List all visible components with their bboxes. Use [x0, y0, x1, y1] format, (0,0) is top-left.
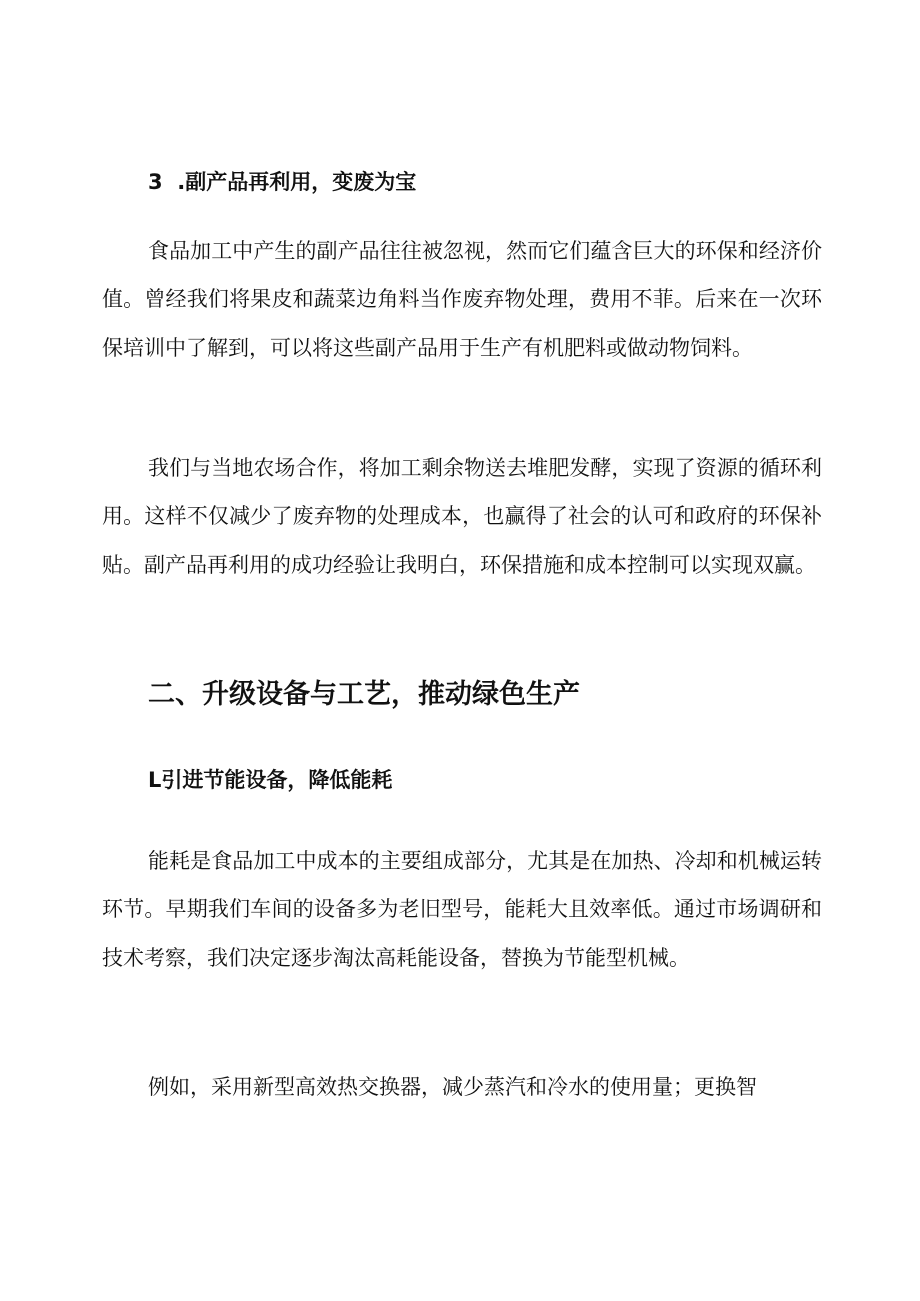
section-heading-energy-saving: L引进节能设备，降低能耗: [148, 768, 393, 792]
section-heading-byproduct-reuse: 3 .副产品再利用，变废为宝: [148, 170, 417, 194]
chapter-heading-upgrade-equipment: 二、升级设备与工艺，推动绿色生产: [148, 679, 580, 710]
paragraph-farm-cooperation: 我们与当地农场合作，将加工剩余物送去堆肥发酵，实现了资源的循环利用。这样不仅减少了废弃物的处理成本，也赢得了社会的认可和政府的环保补贴。副产品再利用的成功经验让我明白，环保措施和成本控制可以实现双赢。: [102, 456, 822, 577]
paragraph-heat-exchanger-example: 例如，采用新型高效热交换器，减少蒸汽和冷水的使用量；更换智: [148, 1075, 757, 1099]
paragraph-byproduct-value: 食品加工中产生的副产品往往被忽视，然而它们蕴含巨大的环保和经济价值。曾经我们将果皮和蔬菜边角料当作废弃物处理，费用不菲。后来在一次环保培训中了解到，可以将这些副产品用于生产有机肥料或做动物饲料。: [102, 239, 822, 360]
paragraph-energy-consumption: 能耗是食品加工中成本的主要组成部分，尤其是在加热、冷却和机械运转环节。早期我们车间的设备多为老旧型号，能耗大且效率低。通过市场调研和技术考察，我们决定逐步淘汰高耗能设备，替换为节能型机械。: [102, 849, 822, 970]
